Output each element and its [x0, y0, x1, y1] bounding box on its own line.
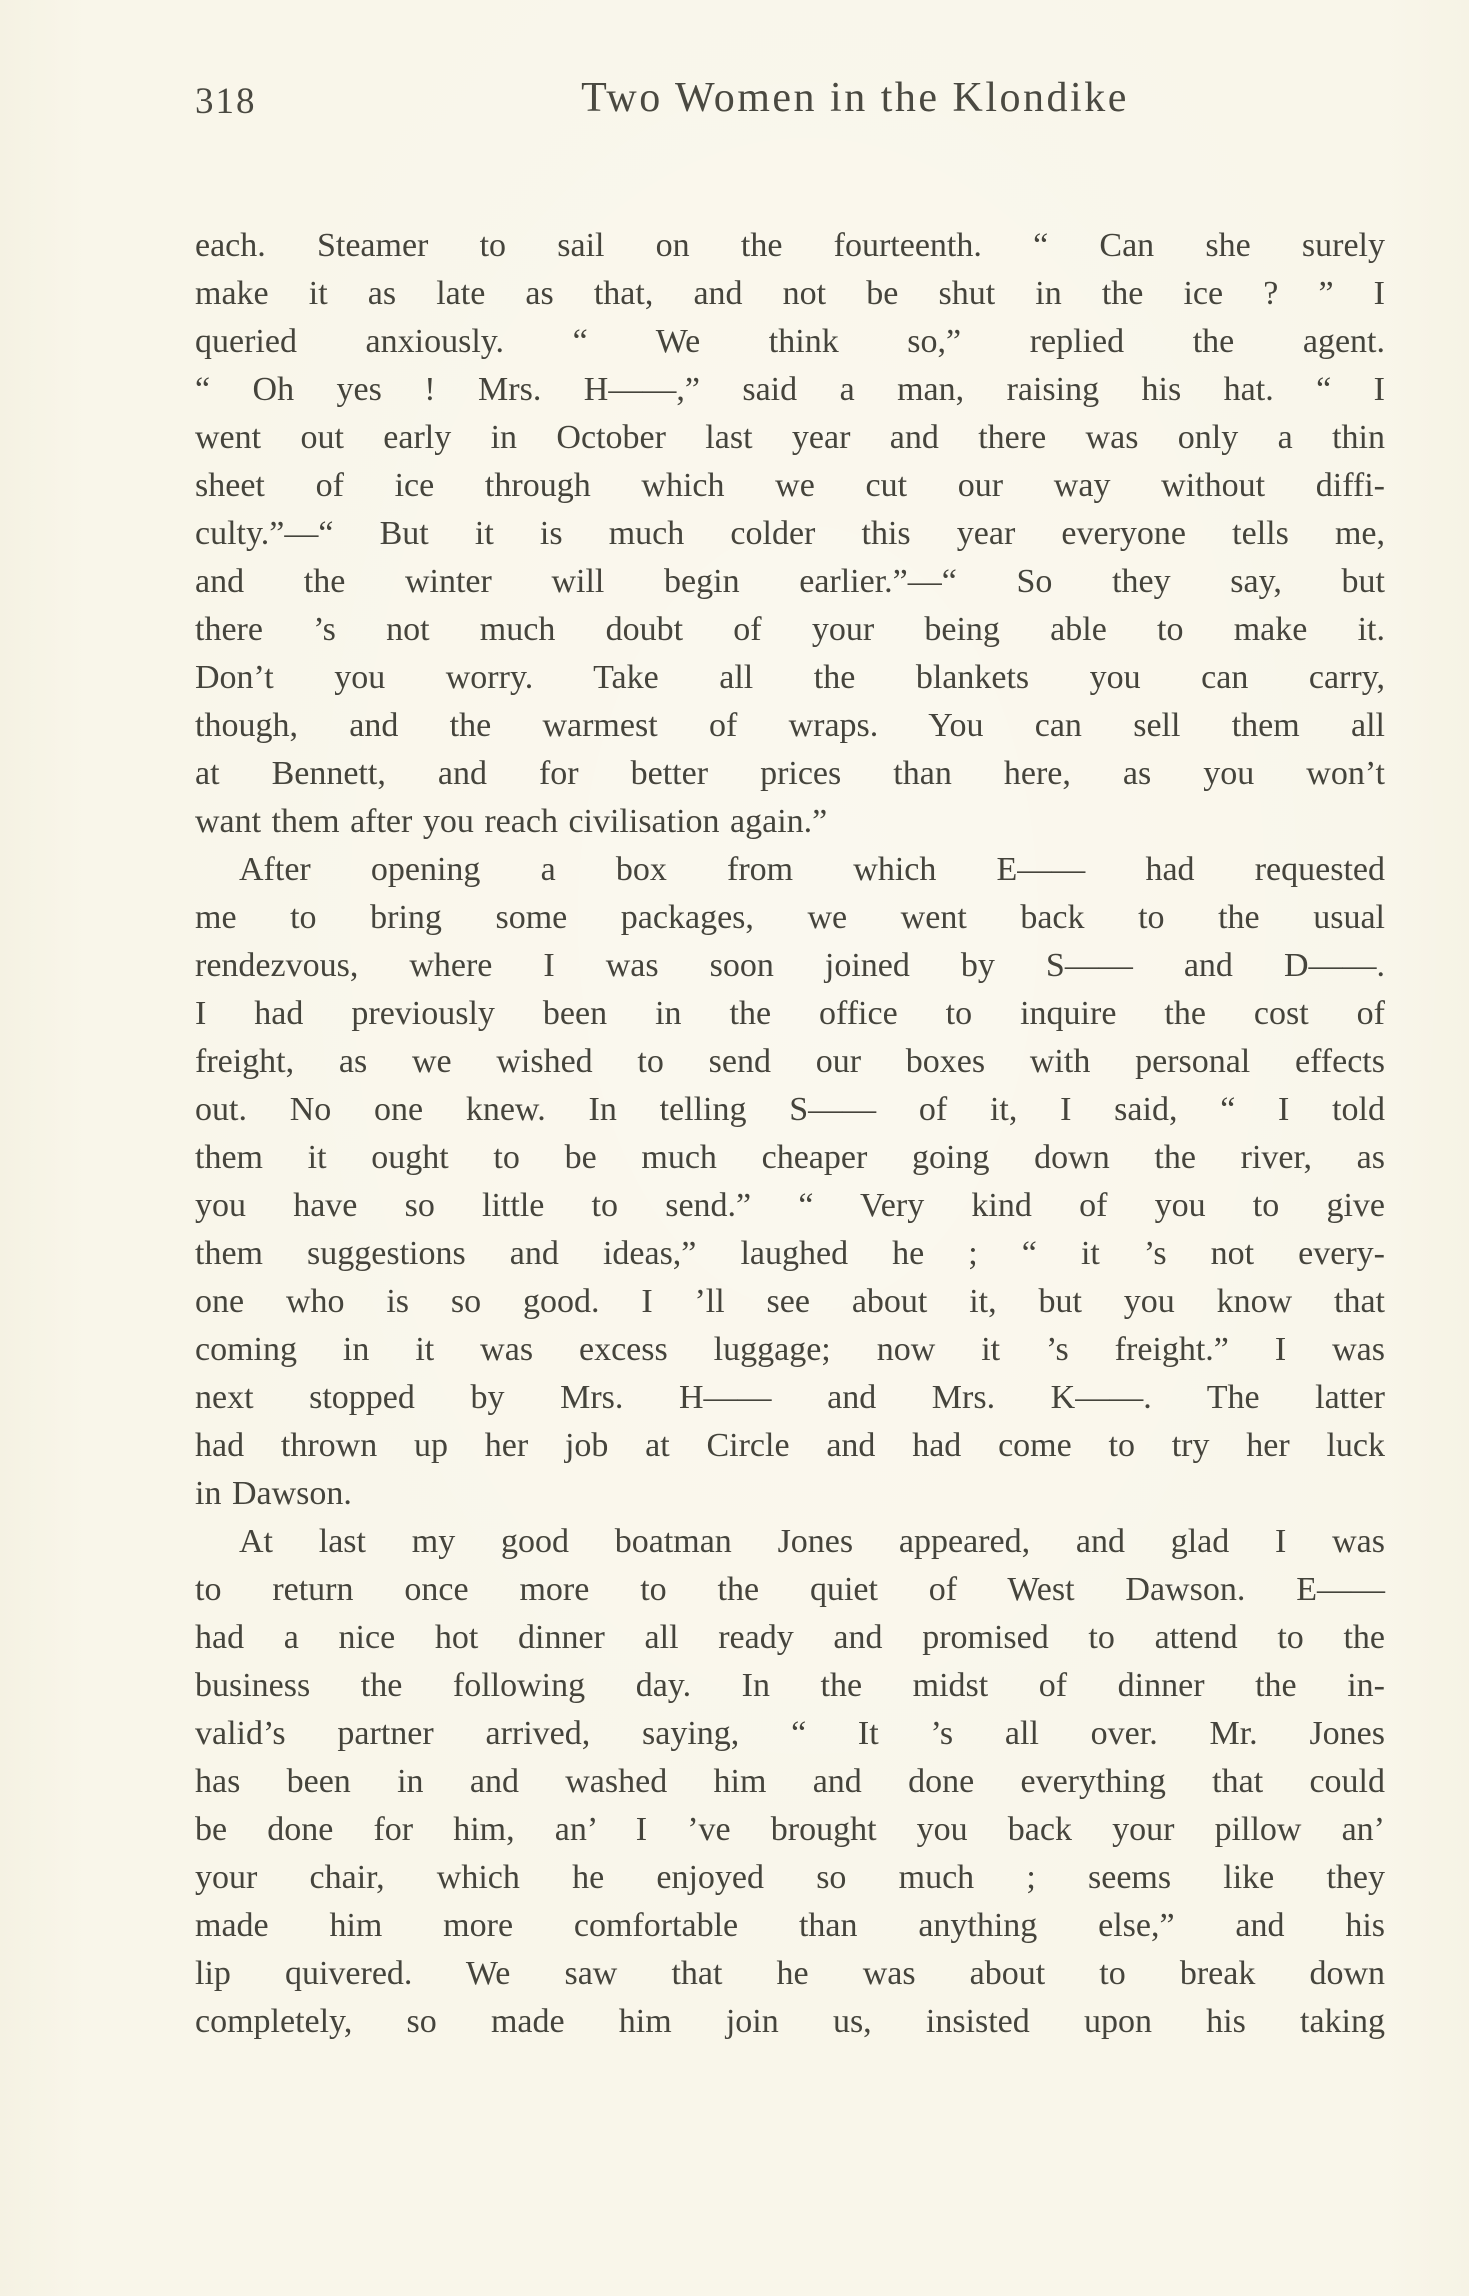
text-line: me to bring some packages, we went back to the usual: [195, 899, 1385, 936]
text-line: make it as late as that, and not be shut in the ice ? ” I: [195, 275, 1385, 312]
text-line: sheet of ice through which we cut our way without diffi-: [195, 467, 1385, 504]
text-line: rendezvous, where I was soon joined by S—— and D——.: [195, 947, 1385, 984]
text-line: culty.”—“ But it is much colder this year everyone tells me,: [195, 515, 1385, 552]
text-line: you have so little to send.” “ Very kind of you to give: [195, 1187, 1385, 1224]
text-line: in Dawson.: [195, 1475, 352, 1512]
page-body: [195, 222, 1385, 2046]
text-line: be done for him, an’ I ’ve brought you back your pillow an’: [195, 1811, 1385, 1848]
text-line: queried anxiously. “ We think so,” replied the agent.: [195, 323, 1385, 360]
text-line: coming in it was excess luggage; now it ’s freight.” I was: [195, 1331, 1385, 1368]
page-header: [195, 74, 1385, 126]
text-line: “ Oh yes ! Mrs. H——,” said a man, raising his hat. “ I: [195, 371, 1385, 408]
text-line: made him more comfortable than anything else,” and his: [195, 1907, 1385, 1944]
text-line: After opening a box from which E—— had requested: [239, 851, 1385, 888]
text-line: your chair, which he enjoyed so much ; seems like they: [195, 1859, 1385, 1896]
text-line: them suggestions and ideas,” laughed he ; “ it ’s not every-: [195, 1235, 1385, 1272]
text-line: one who is so good. I ’ll see about it, but you know that: [195, 1283, 1385, 1320]
text-line: had thrown up her job at Circle and had come to try her luck: [195, 1427, 1385, 1464]
text-line: At last my good boatman Jones appeared, and glad I was: [239, 1523, 1385, 1560]
text-line: out. No one knew. In telling S—— of it, I said, “ I told: [195, 1091, 1385, 1128]
text-line: freight, as we wished to send our boxes with personal effects: [195, 1043, 1385, 1080]
page-number: 318: [195, 81, 257, 122]
text-line: had a nice hot dinner all ready and promised to attend to the: [195, 1619, 1385, 1656]
text-line: went out early in October last year and there was only a thin: [195, 419, 1385, 456]
text-line: lip quivered. We saw that he was about to break down: [195, 1955, 1385, 1992]
text-line: at Bennett, and for better prices than here, as you won’t: [195, 755, 1385, 792]
text-line: and the winter will begin earlier.”—“ So they say, but: [195, 563, 1385, 600]
text-line: to return once more to the quiet of West Dawson. E——: [195, 1571, 1385, 1608]
text-line: though, and the warmest of wraps. You can sell them all: [195, 707, 1385, 744]
text-line: valid’s partner arrived, saying, “ It ’s all over. Mr. Jones: [195, 1715, 1385, 1752]
text-line: each. Steamer to sail on the fourteenth. “ Can she surely: [195, 227, 1385, 264]
text-line: has been in and washed him and done everything that could: [195, 1763, 1385, 1800]
text-line: Don’t you worry. Take all the blankets you can carry,: [195, 659, 1385, 696]
text-line: there ’s not much doubt of your being able to make it.: [195, 611, 1385, 648]
page-title: Two Women in the Klondike: [581, 75, 1129, 121]
text-line: want them after you reach civilisation again.”: [195, 803, 828, 840]
text-line: completely, so made him join us, insisted upon his taking: [195, 2003, 1385, 2040]
text-line: business the following day. In the midst of dinner the in-: [195, 1667, 1385, 1704]
text-line: I had previously been in the office to inquire the cost of: [195, 995, 1385, 1032]
text-line: next stopped by Mrs. H—— and Mrs. K——. The latter: [195, 1379, 1385, 1416]
text-line: them it ought to be much cheaper going down the river, as: [195, 1139, 1385, 1176]
